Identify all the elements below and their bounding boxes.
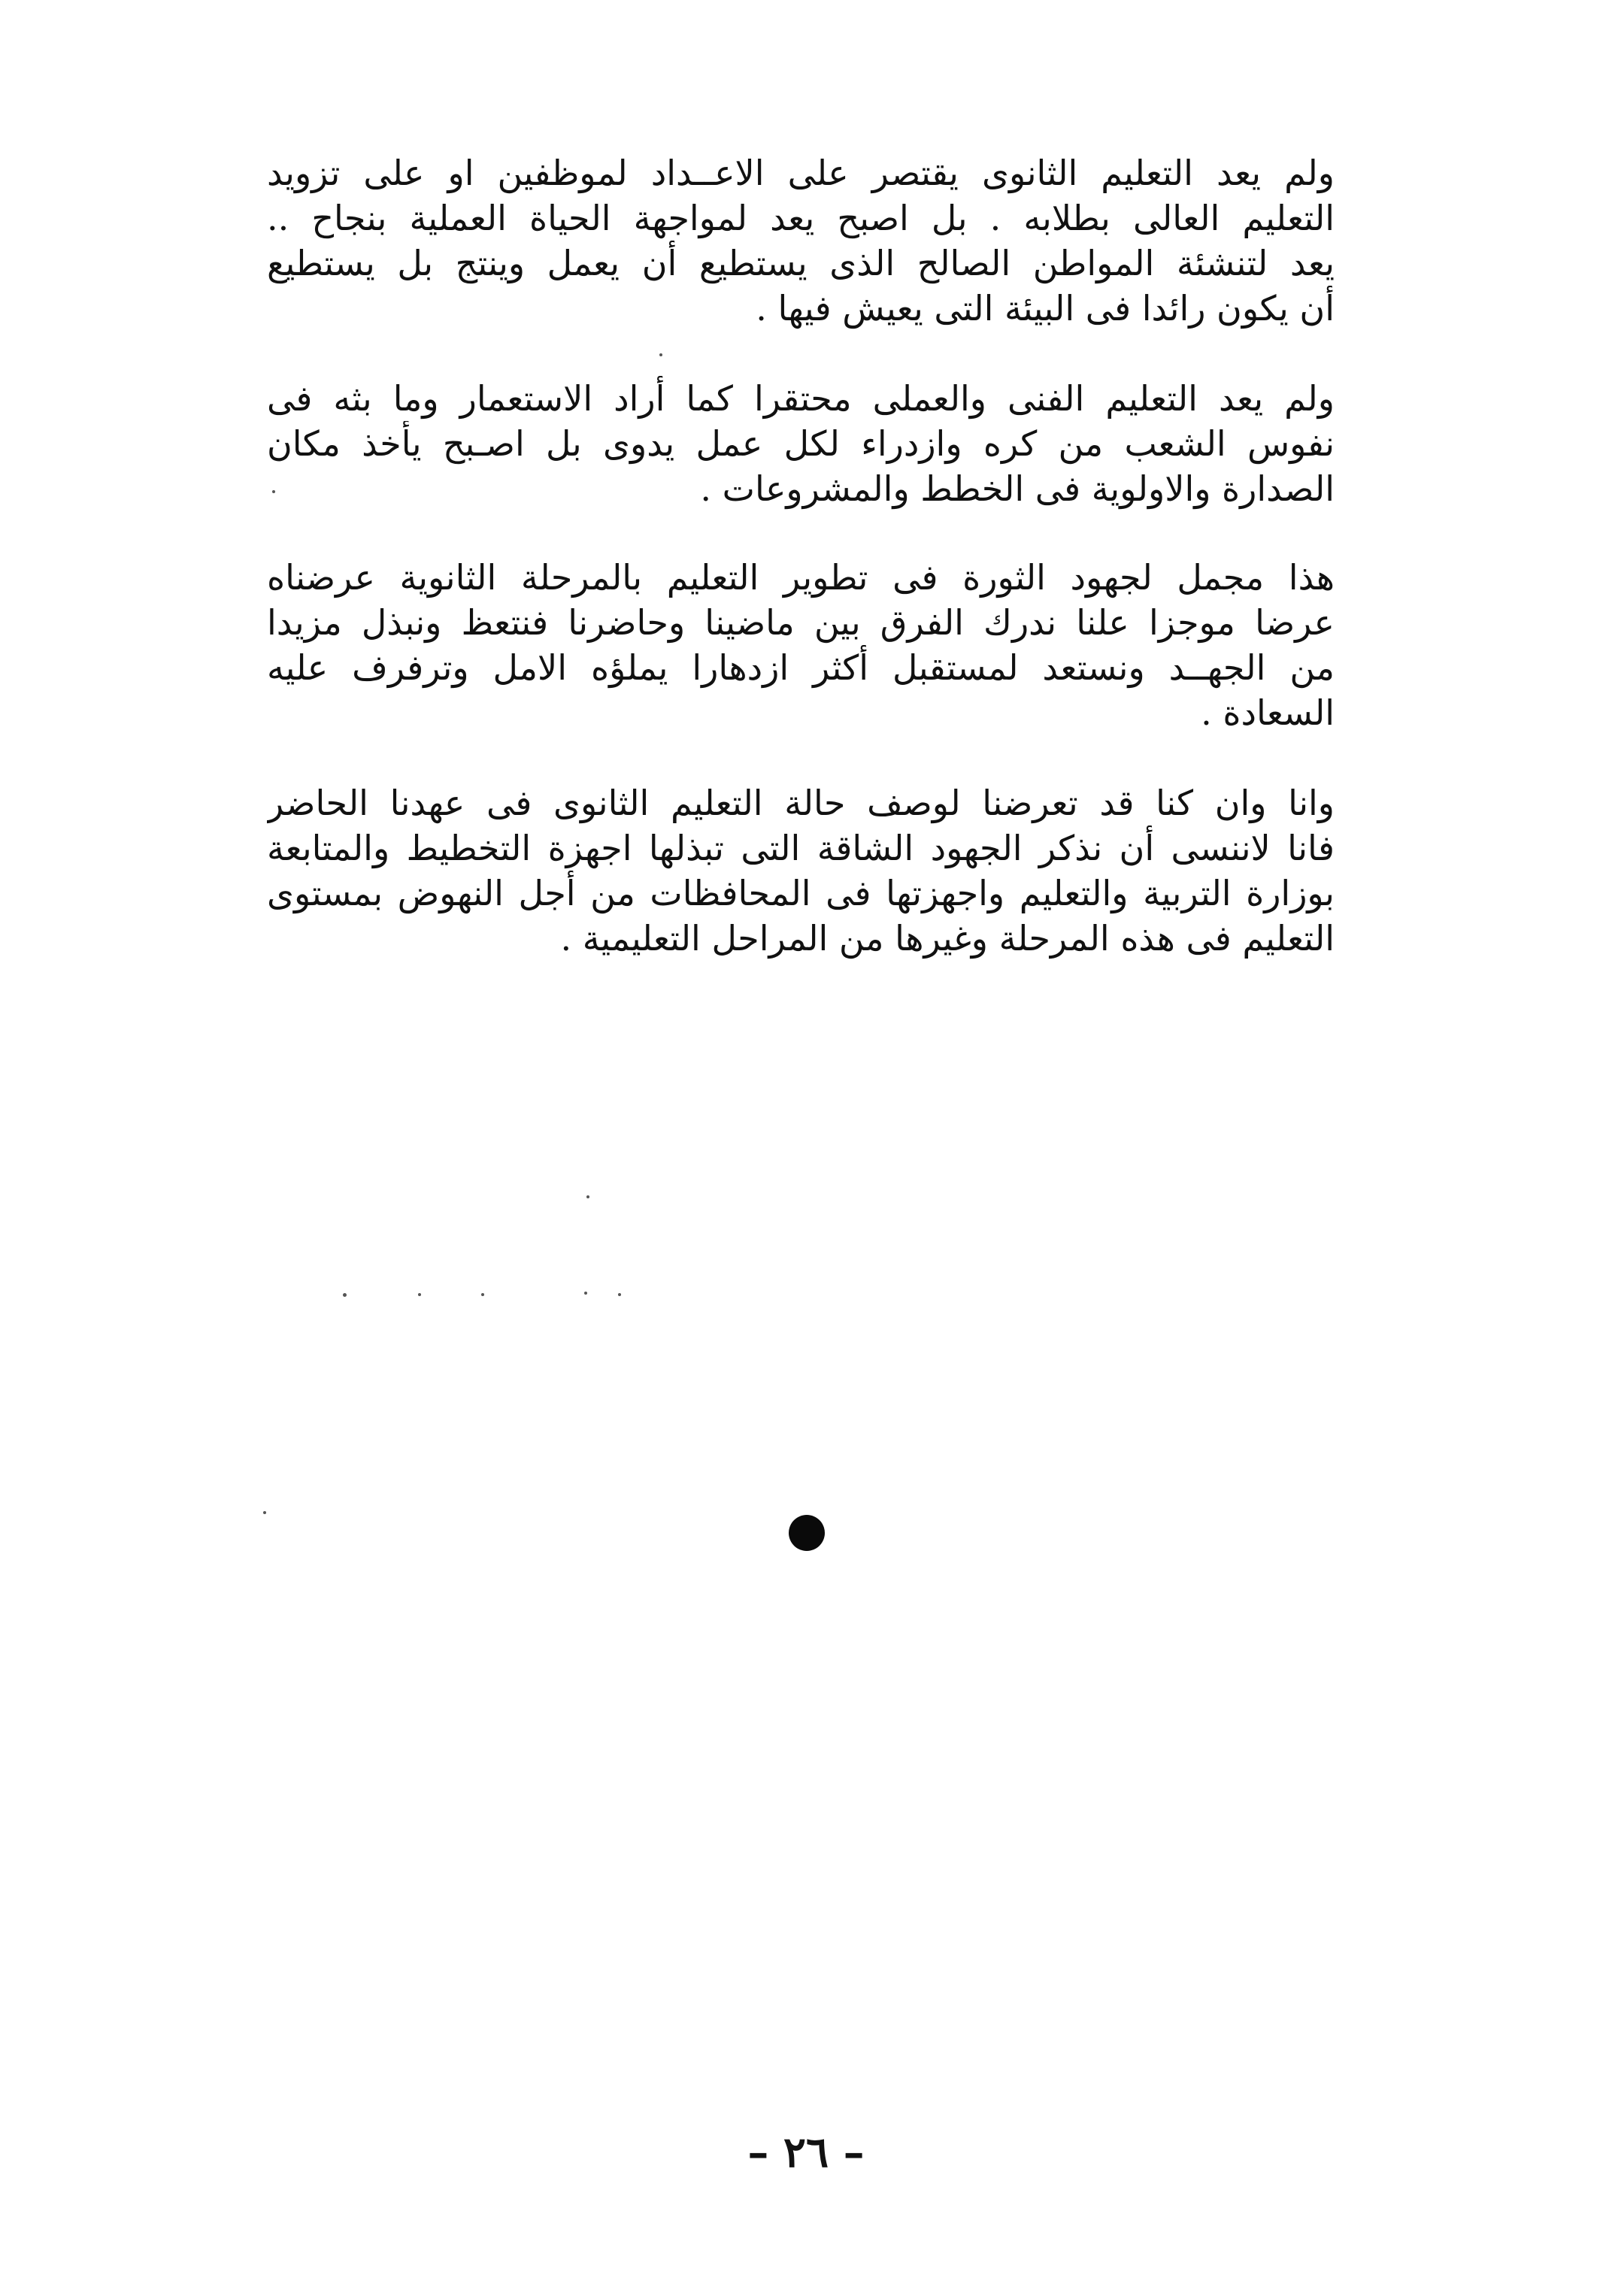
scan-speck	[584, 1292, 587, 1295]
paragraph-line: عرضا موجزا علنا ندرك الفرق بين ماضينا وحاضرنا فنتعظ ونبذل مزيدا	[267, 602, 1335, 643]
paragraph-line: من الجهــد ونستعد لمستقبل أكثر ازدهارا يملؤه الامل وترفرف عليه	[267, 647, 1335, 688]
paragraph-3	[267, 555, 1335, 735]
paragraph-line: هذا مجمل لجهود الثورة فى تطوير التعليم بالمرحلة الثانوية عرضناه	[267, 557, 1335, 598]
scan-speck	[272, 490, 275, 493]
paragraph-line: ولم يعد التعليم الفنى والعملى محتقرا كما أراد الاستعمار وما بثه فى	[267, 378, 1335, 419]
paragraph-line: الصدارة والاولوية فى الخطط والمشروعات .	[700, 468, 1335, 509]
scan-speck	[618, 1293, 621, 1296]
scan-speck	[343, 1293, 347, 1297]
paragraph-line: التعليم العالى بطلابه . بل اصبح يعد لمواجهة الحياة العملية بنجاح ..	[267, 198, 1335, 238]
paragraph-2	[267, 376, 1335, 511]
scan-speck	[263, 1511, 266, 1514]
scan-speck	[659, 353, 662, 356]
paragraph-1	[267, 150, 1335, 331]
paragraph-line: ولم يعد التعليم الثانوى يقتصر على الاعــداد لموظفين او على تزويد	[267, 153, 1335, 193]
bullet-dot	[789, 1515, 825, 1551]
paragraph-line: وانا وان كنا قد تعرضنا لوصف حالة التعليم الثانوى فى عهدنا الحاضر	[267, 783, 1335, 823]
paragraph-line: فانا لاننسى أن نذكر الجهود الشاقة التى تبذلها اجهزة التخطيط والمتابعة	[267, 828, 1335, 868]
paragraph-line: يعد لتنشئة المواطن الصالح الذى يستطيع أن يعمل وينتج بل يستطيع	[267, 243, 1335, 283]
scan-speck	[481, 1293, 484, 1296]
scan-speck	[418, 1293, 421, 1296]
paragraph-line: نفوس الشعب من كره وازدراء لكل عمل يدوى بل اصـبح يأخذ مكان	[267, 423, 1335, 464]
scan-speck	[586, 1195, 589, 1198]
paragraph-line: بوزارة التربية والتعليم واجهزتها فى المحافظات من أجل النهوض بمستوى	[267, 873, 1335, 913]
paragraph-line: أن يكون رائدا فى البيئة التى يعيش فيها .	[756, 288, 1335, 329]
paragraph-4	[267, 780, 1335, 961]
paragraph-line: التعليم فى هذه المرحلة وغيرها من المراحل التعليمية .	[560, 918, 1335, 959]
page-number: – ٢٦ –	[747, 2128, 865, 2177]
paragraph-line: السعادة .	[1201, 692, 1335, 733]
